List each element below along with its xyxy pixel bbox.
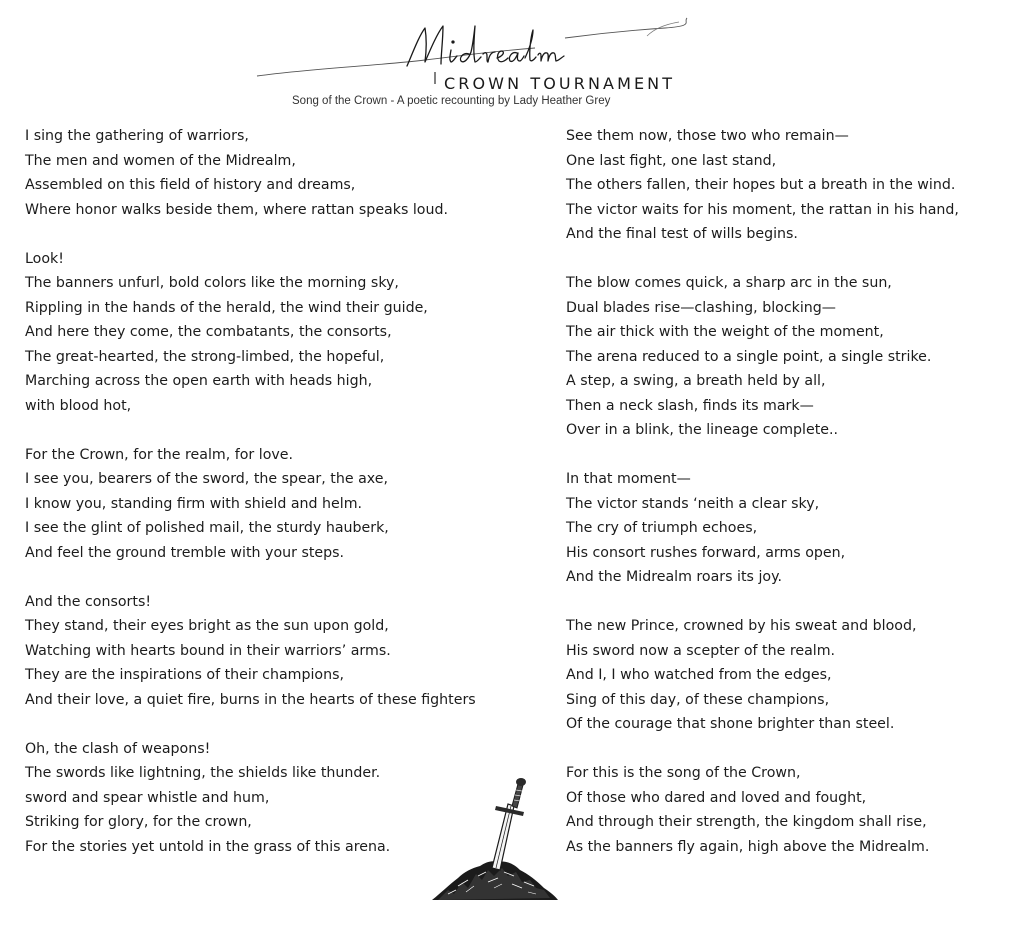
poem-line: The swords like lightning, the shields like thunder.	[25, 765, 381, 781]
stanza	[25, 590, 525, 713]
crown-tournament-title: CROWN TOURNAMENT	[444, 74, 676, 93]
poem-line: The others fallen, their hopes but a breath in the wind.	[566, 177, 956, 193]
poem-line: sword and spear whistle and hum,	[25, 789, 270, 806]
poem-line: They stand, their eyes bright as the sun upon gold,	[25, 618, 389, 634]
poem-line: I sing the gathering of warriors,	[25, 128, 249, 144]
poem-line: Marching across the open earth with heads high,	[25, 373, 373, 389]
sword-in-stone-icon	[428, 776, 560, 906]
poem-line: The new Prince, crowned by his sweat and blood,	[566, 618, 917, 634]
poem-line: Look!	[25, 250, 64, 267]
poem-line: The air thick with the weight of the moment,	[566, 324, 884, 340]
poem-line: The men and women of the Midrealm,	[25, 152, 296, 169]
poem-line: As the banners fly again, high above the Midrealm.	[566, 838, 930, 855]
stanza	[566, 614, 1006, 737]
poem-line: Of the courage that shone brighter than steel.	[566, 716, 895, 732]
poem-line: Watching with hearts bound in their warriors’ arms.	[25, 642, 391, 659]
stanza	[566, 124, 1006, 247]
poem-line: The banners unfurl, bold colors like the morning sky,	[25, 275, 399, 291]
page-header	[0, 0, 1024, 118]
poem-line: Then a neck slash, finds its mark—	[566, 397, 814, 414]
poem-line: For the Crown, for the realm, for love.	[25, 446, 294, 463]
poem-line: In that moment—	[566, 471, 691, 487]
poem-line: And here they come, the combatants, the consorts,	[25, 324, 392, 340]
stanza	[25, 124, 525, 222]
poem-line: with blood hot,	[25, 397, 132, 414]
poem-line: And through their strength, the kingdom shall rise,	[566, 814, 927, 830]
poem-line: His consort rushes forward, arms open,	[566, 544, 846, 561]
poem-line: And their love, a quiet fire, burns in the hearts of these fighters	[25, 691, 476, 708]
poem-line: And the Midrealm roars its joy.	[566, 569, 782, 585]
poem-line: Oh, the clash of weapons!	[25, 740, 211, 757]
poem-line: Rippling in the hands of the herald, the wind their guide,	[25, 299, 428, 316]
stanza	[25, 247, 525, 419]
poem-line: I see the glint of polished mail, the sturdy hauberk,	[25, 520, 389, 536]
poem-line: Assembled on this field of history and dreams,	[25, 177, 356, 193]
poem-line: Sing of this day, of these champions,	[566, 691, 830, 708]
poem-line: See them now, those two who remain—	[566, 128, 849, 144]
poem-line: The victor stands ‘neith a clear sky,	[566, 495, 820, 512]
poem-line: The victor waits for his moment, the rattan in his hand,	[566, 201, 959, 218]
poem-right-column	[566, 124, 1006, 884]
poem-line: I see you, bearers of the sword, the spear, the axe,	[25, 471, 388, 487]
stanza	[25, 443, 525, 566]
poem-line: And the consorts!	[25, 593, 152, 610]
poem-line: For this is the song of the Crown,	[566, 765, 801, 781]
poem-line: A step, a swing, a breath held by all,	[566, 373, 826, 389]
poem-left-column	[25, 124, 525, 884]
poem-line: The blow comes quick, a sharp arc in the sun,	[566, 275, 892, 291]
poem-line: For the stories yet untold in the grass of this arena.	[25, 838, 391, 855]
poem-line: They are the inspirations of their champions,	[25, 667, 344, 683]
poem-line: Over in a blink, the lineage complete..	[566, 422, 839, 438]
poem-line: The great-hearted, the strong-limbed, the hopeful,	[25, 348, 385, 365]
poem-line: The cry of triumph echoes,	[566, 520, 758, 536]
poem-line: The arena reduced to a single point, a single strike.	[566, 348, 932, 365]
poem-line: And I, I who watched from the edges,	[566, 667, 832, 683]
poem-line: Dual blades rise—clashing, blocking—	[566, 299, 836, 316]
stanza	[566, 271, 1006, 443]
poem-line: I know you, standing firm with shield and helm.	[25, 495, 363, 512]
poem-line: Where honor walks beside them, where rattan speaks loud.	[25, 201, 448, 218]
stanza	[566, 761, 1006, 859]
poem-line: One last fight, one last stand,	[566, 152, 777, 169]
stanza	[566, 467, 1006, 590]
poem-line: His sword now a scepter of the realm.	[566, 642, 836, 659]
poem-subtitle: Song of the Crown - A poetic recounting by Lady Heather Grey	[292, 95, 611, 107]
poem-line: And feel the ground tremble with your steps.	[25, 544, 345, 561]
poem-line: And the final test of wills begins.	[566, 226, 798, 242]
poem-line: Of those who dared and loved and fought,	[566, 789, 867, 806]
poem-line: Striking for glory, for the crown,	[25, 814, 252, 830]
